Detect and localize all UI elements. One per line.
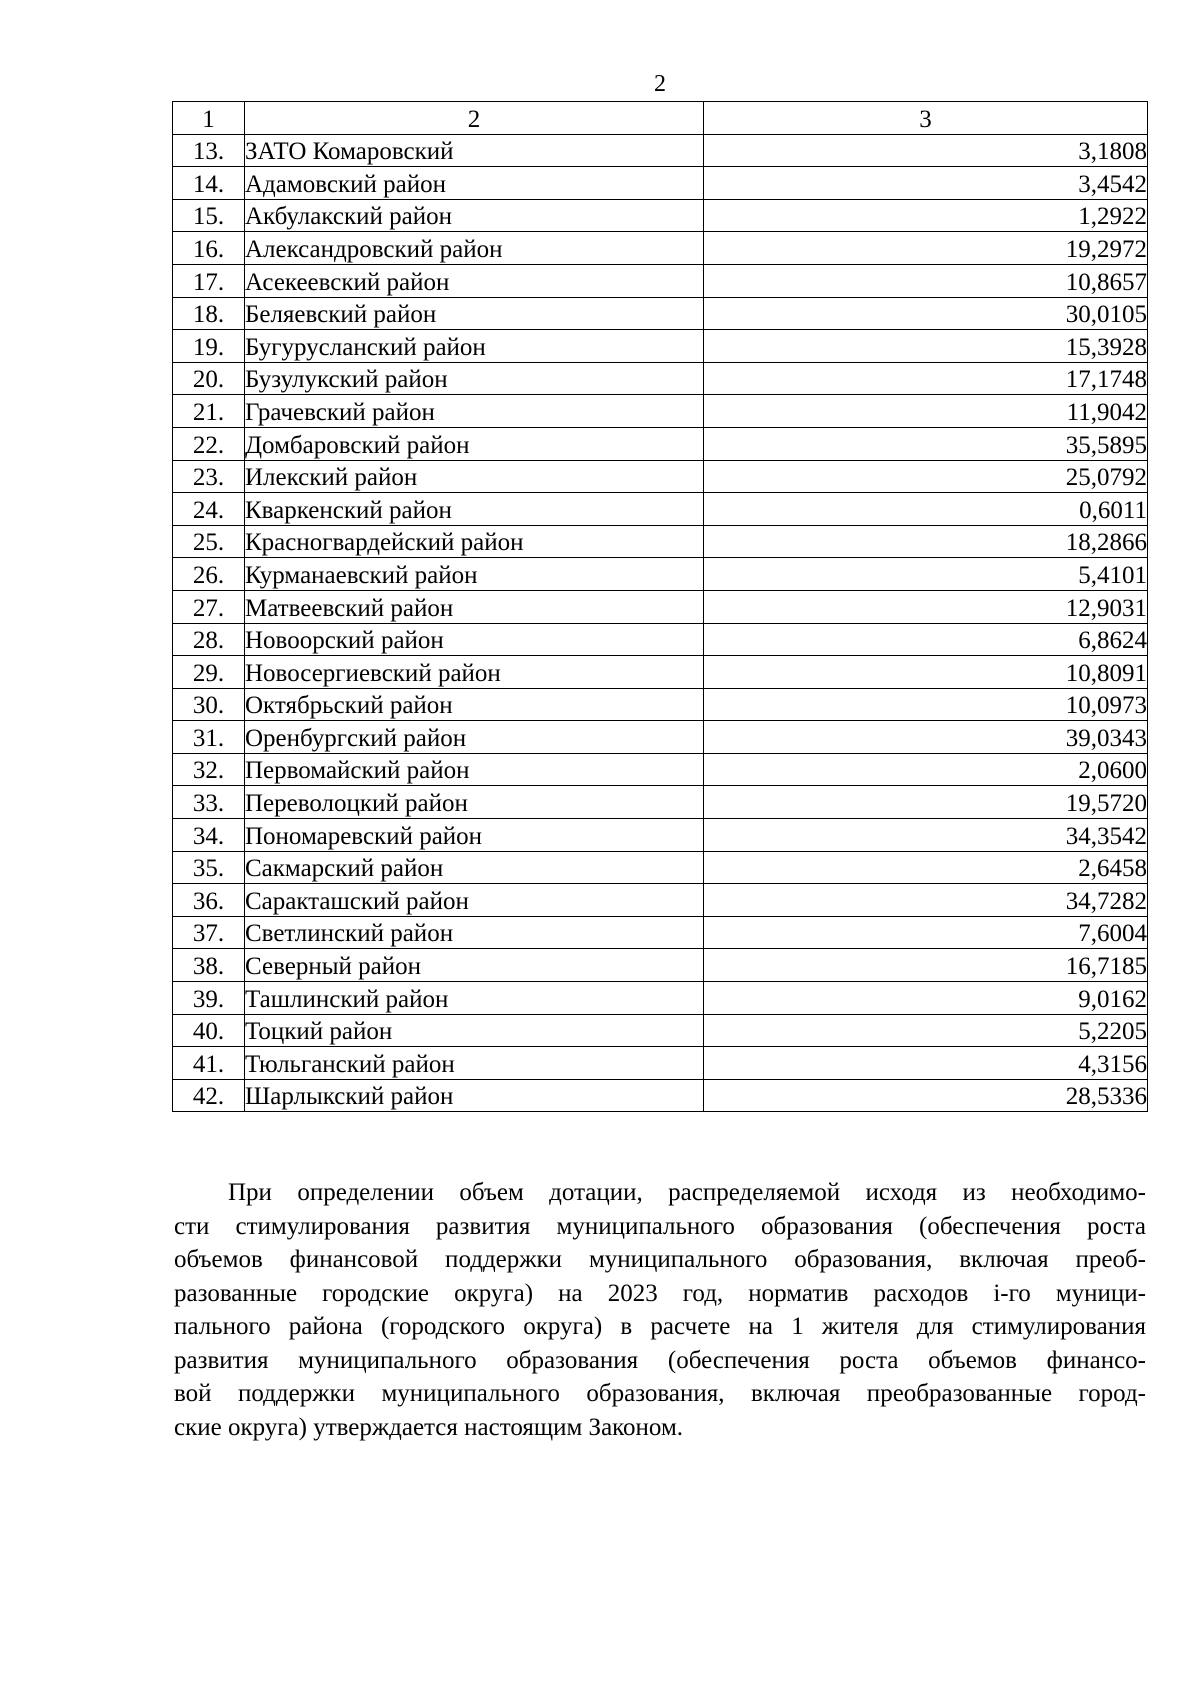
table-row bbox=[173, 851, 1148, 884]
table-row bbox=[173, 1047, 1148, 1080]
row-number: 36. bbox=[173, 884, 245, 917]
table-row bbox=[173, 590, 1148, 623]
table-row bbox=[173, 688, 1148, 721]
row-value: 3,4542 bbox=[704, 167, 1148, 200]
paragraph-line: развития муниципального образования (обеспечения роста объемов финансо- bbox=[174, 1346, 1146, 1374]
row-value: 16,7185 bbox=[704, 949, 1148, 982]
paragraph-line: вой поддержки муниципального образования, включая преобразованные город- bbox=[174, 1380, 1146, 1407]
table-row bbox=[173, 753, 1148, 786]
row-value: 15,3928 bbox=[704, 330, 1148, 363]
row-district-name: Илекский район bbox=[245, 460, 704, 493]
row-number: 40. bbox=[173, 1014, 245, 1047]
table-row bbox=[173, 1079, 1148, 1112]
row-value: 18,2866 bbox=[704, 525, 1148, 558]
row-value: 7,6004 bbox=[704, 916, 1148, 949]
row-number: 39. bbox=[173, 982, 245, 1015]
row-district-name: Кваркенский район bbox=[245, 493, 704, 526]
page-number: 2 bbox=[654, 71, 666, 97]
row-number: 32. bbox=[173, 753, 245, 786]
table-row bbox=[173, 427, 1148, 460]
table-row bbox=[173, 395, 1148, 428]
row-number: 20. bbox=[173, 362, 245, 395]
paragraph-line: пального района (городского округа) в расчете на 1 жителя для стимулирования bbox=[174, 1313, 1146, 1340]
row-value: 0,6011 bbox=[704, 493, 1148, 526]
row-number: 13. bbox=[173, 134, 245, 167]
row-value: 17,1748 bbox=[704, 362, 1148, 395]
table-row bbox=[173, 460, 1148, 493]
row-district-name: Пономаревский район bbox=[245, 819, 704, 852]
row-district-name: Первомайский район bbox=[245, 753, 704, 786]
row-district-name: Тоцкий район bbox=[245, 1014, 704, 1047]
row-value: 39,0343 bbox=[704, 721, 1148, 754]
table-row bbox=[173, 884, 1148, 917]
body-paragraph bbox=[174, 1176, 1146, 1444]
paragraph-line: При определении объем дотации, распределяемой исходя из необходимо- bbox=[228, 1179, 1146, 1206]
row-number: 27. bbox=[173, 590, 245, 623]
table-header-row bbox=[173, 102, 1148, 135]
paragraph-line: сти стимулирования развития муниципального образования (обеспечения роста bbox=[174, 1212, 1146, 1240]
row-value: 28,5336 bbox=[704, 1079, 1148, 1112]
row-value: 19,2972 bbox=[704, 232, 1148, 265]
table-row bbox=[173, 199, 1148, 232]
row-value: 10,8091 bbox=[704, 656, 1148, 689]
row-number: 41. bbox=[173, 1047, 245, 1080]
row-district-name: Домбаровский район bbox=[245, 427, 704, 460]
row-value: 10,8657 bbox=[704, 264, 1148, 297]
row-value: 25,0792 bbox=[704, 460, 1148, 493]
table-row bbox=[173, 297, 1148, 330]
row-district-name: Адамовский район bbox=[245, 167, 704, 200]
table-row bbox=[173, 558, 1148, 591]
row-value: 3,1808 bbox=[704, 134, 1148, 167]
table-row bbox=[173, 167, 1148, 200]
row-district-name: Ташлинский район bbox=[245, 982, 704, 1015]
row-value: 5,4101 bbox=[704, 558, 1148, 591]
row-district-name: Бузулукский район bbox=[245, 362, 704, 395]
row-district-name: Беляевский район bbox=[245, 297, 704, 330]
row-district-name: Курманаевский район bbox=[245, 558, 704, 591]
table-row bbox=[173, 1014, 1148, 1047]
row-district-name: Красногвардейский район bbox=[245, 525, 704, 558]
row-number: 33. bbox=[173, 786, 245, 819]
row-value: 5,2205 bbox=[704, 1014, 1148, 1047]
table-row bbox=[173, 362, 1148, 395]
row-number: 16. bbox=[173, 232, 245, 265]
row-district-name: Бугурусланский район bbox=[245, 330, 704, 363]
row-value: 11,9042 bbox=[704, 395, 1148, 428]
table-row bbox=[173, 949, 1148, 982]
row-number: 15. bbox=[173, 199, 245, 232]
districts-table bbox=[172, 101, 1148, 1112]
row-number: 34. bbox=[173, 819, 245, 852]
row-value: 2,6458 bbox=[704, 851, 1148, 884]
row-district-name: Оренбургский район bbox=[245, 721, 704, 754]
row-district-name: Октябрьский район bbox=[245, 688, 704, 721]
row-district-name: Грачевский район bbox=[245, 395, 704, 428]
column-header-value: 3 bbox=[704, 102, 1148, 135]
row-number: 28. bbox=[173, 623, 245, 656]
row-number: 26. bbox=[173, 558, 245, 591]
row-value: 2,0600 bbox=[704, 753, 1148, 786]
row-value: 34,7282 bbox=[704, 884, 1148, 917]
table-row bbox=[173, 623, 1148, 656]
row-value: 6,8624 bbox=[704, 623, 1148, 656]
table-row bbox=[173, 786, 1148, 819]
column-header-name: 2 bbox=[245, 102, 704, 135]
row-number: 21. bbox=[173, 395, 245, 428]
row-value: 1,2922 bbox=[704, 199, 1148, 232]
row-number: 17. bbox=[173, 264, 245, 297]
row-number: 42. bbox=[173, 1079, 245, 1112]
table-row bbox=[173, 525, 1148, 558]
row-number: 37. bbox=[173, 916, 245, 949]
table-row bbox=[173, 916, 1148, 949]
row-district-name: Саракташский район bbox=[245, 884, 704, 917]
row-number: 38. bbox=[173, 949, 245, 982]
row-number: 25. bbox=[173, 525, 245, 558]
table-row bbox=[173, 134, 1148, 167]
table-row bbox=[173, 264, 1148, 297]
row-district-name: Шарлыкский район bbox=[245, 1079, 704, 1112]
column-header-number: 1 bbox=[173, 102, 245, 135]
table-row bbox=[173, 330, 1148, 363]
row-district-name: Тюльганский район bbox=[245, 1047, 704, 1080]
row-number: 29. bbox=[173, 656, 245, 689]
row-value: 30,0105 bbox=[704, 297, 1148, 330]
row-value: 19,5720 bbox=[704, 786, 1148, 819]
table-row bbox=[173, 721, 1148, 754]
row-number: 18. bbox=[173, 297, 245, 330]
table-row bbox=[173, 232, 1148, 265]
row-number: 24. bbox=[173, 493, 245, 526]
paragraph-line: разованные городские округа) на 2023 год, норматив расходов i-го муници- bbox=[174, 1279, 1146, 1307]
row-value: 4,3156 bbox=[704, 1047, 1148, 1080]
row-number: 30. bbox=[173, 688, 245, 721]
row-district-name: Акбулакский район bbox=[245, 199, 704, 232]
row-district-name: Новосергиевский район bbox=[245, 656, 704, 689]
row-value: 34,3542 bbox=[704, 819, 1148, 852]
row-district-name: ЗАТО Комаровский bbox=[245, 134, 704, 167]
row-district-name: Матвеевский район bbox=[245, 590, 704, 623]
row-number: 35. bbox=[173, 851, 245, 884]
row-district-name: Александровский район bbox=[245, 232, 704, 265]
row-value: 35,5895 bbox=[704, 427, 1148, 460]
table-row bbox=[173, 493, 1148, 526]
table-row bbox=[173, 656, 1148, 689]
row-value: 10,0973 bbox=[704, 688, 1148, 721]
paragraph-line: объемов финансовой поддержки муниципального образования, включая преоб- bbox=[174, 1246, 1146, 1273]
row-number: 19. bbox=[173, 330, 245, 363]
row-district-name: Новоорский район bbox=[245, 623, 704, 656]
row-value: 12,9031 bbox=[704, 590, 1148, 623]
row-district-name: Светлинский район bbox=[245, 916, 704, 949]
row-number: 31. bbox=[173, 721, 245, 754]
paragraph-line: ские округа) утверждается настоящим Законом. bbox=[174, 1413, 684, 1441]
row-value: 9,0162 bbox=[704, 982, 1148, 1015]
row-number: 23. bbox=[173, 460, 245, 493]
row-number: 22. bbox=[173, 427, 245, 460]
row-district-name: Северный район bbox=[245, 949, 704, 982]
table-body bbox=[173, 134, 1148, 1112]
row-number: 14. bbox=[173, 167, 245, 200]
row-district-name: Переволоцкий район bbox=[245, 786, 704, 819]
row-district-name: Асекеевский район bbox=[245, 264, 704, 297]
table-row bbox=[173, 819, 1148, 852]
table-row bbox=[173, 982, 1148, 1015]
row-district-name: Сакмарский район bbox=[245, 851, 704, 884]
